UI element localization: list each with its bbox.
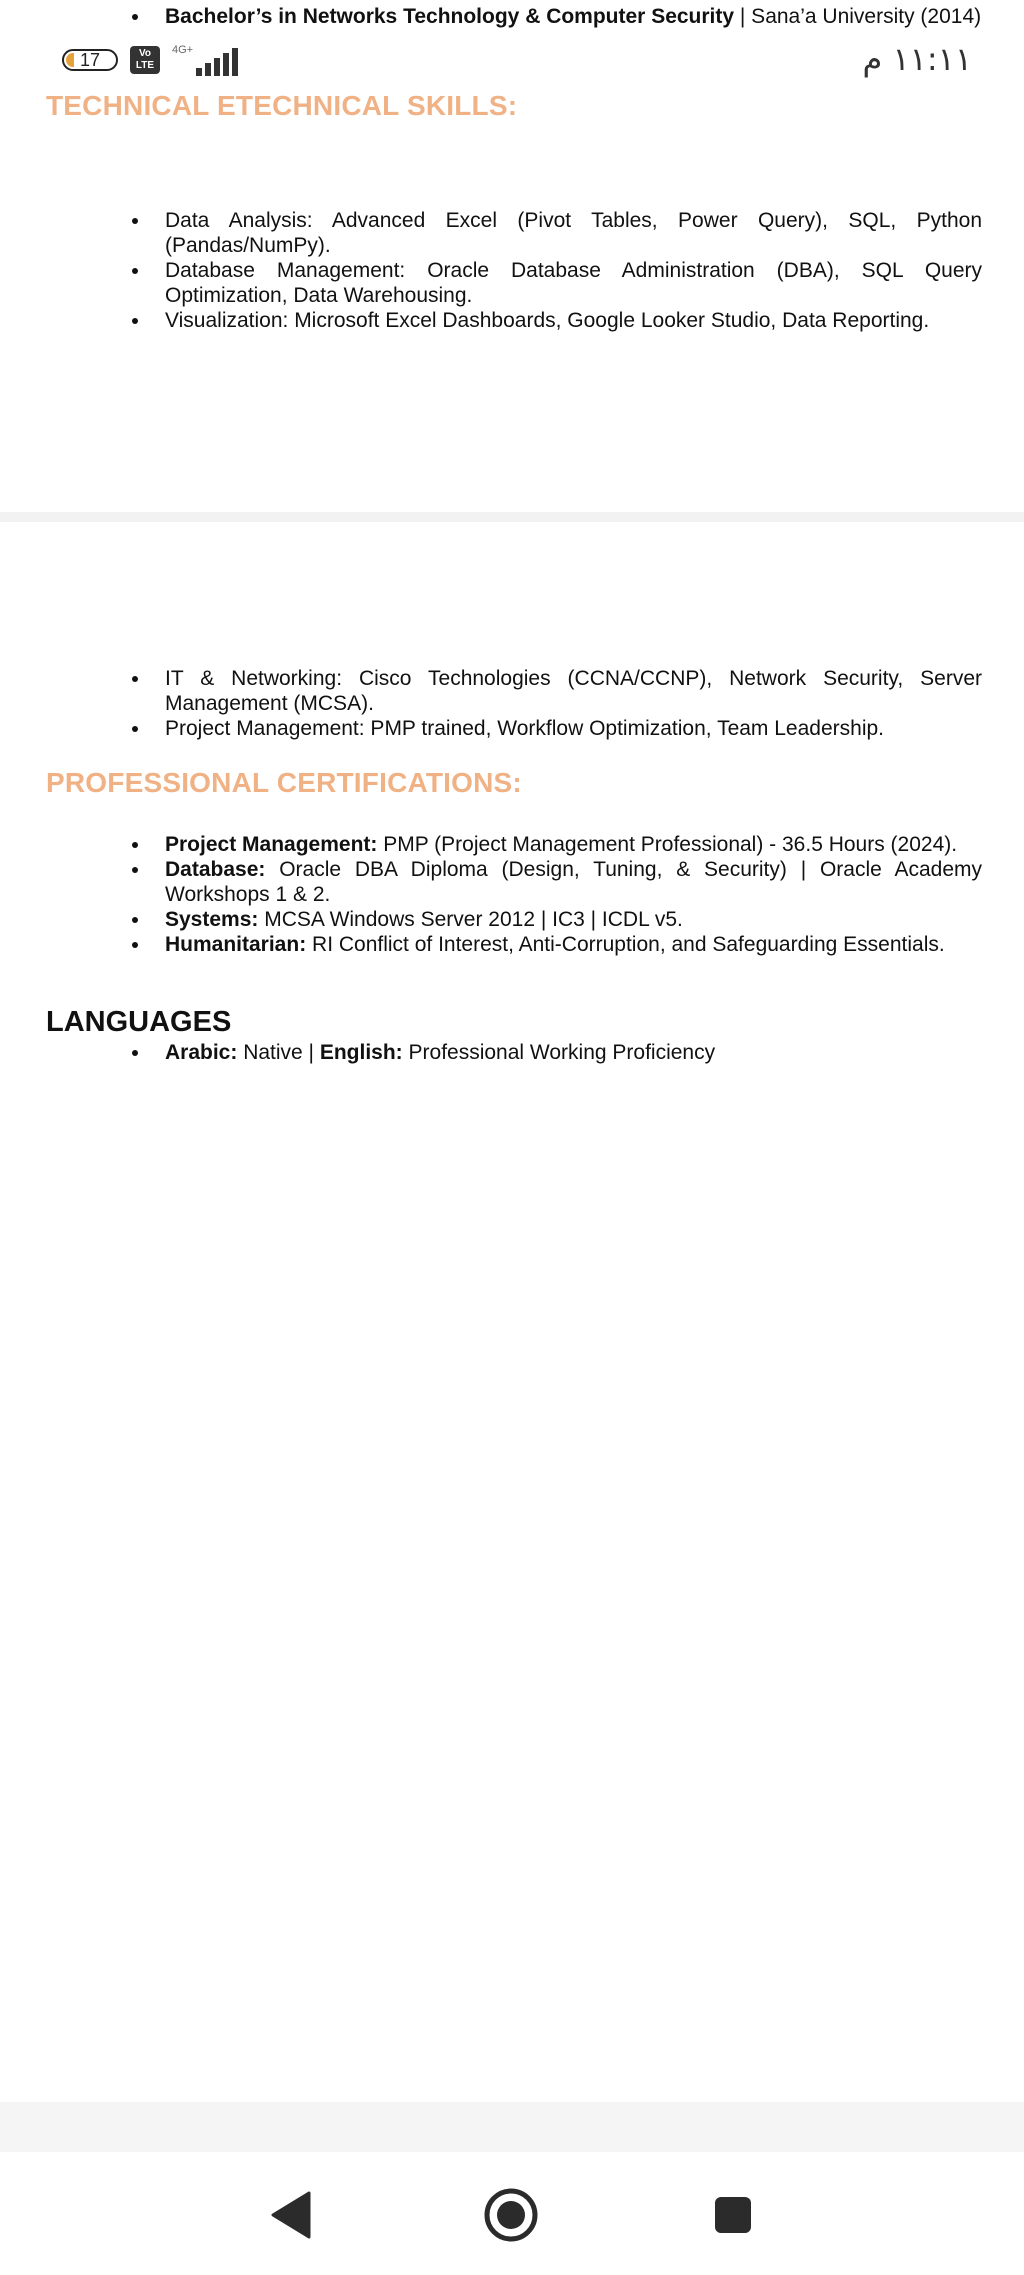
- degree-title: Bachelor’s in Networks Technology & Computer Security: [165, 5, 735, 28]
- document-page-2: [0, 522, 1024, 2102]
- battery-icon: [62, 49, 118, 71]
- certification-text: PMP (Project Management Professional) - 36.5 Hours (2024).: [377, 833, 958, 856]
- navigation-bar-strip: [0, 2102, 1024, 2152]
- skill-item-networking: IT & Networking: Cisco Technologies (CCNA/CCNP), Network Security, Server Management (MCSA).: [165, 667, 982, 715]
- battery-fill: [66, 53, 74, 67]
- recents-button[interactable]: [698, 2180, 768, 2250]
- languages-list: [165, 1040, 982, 1065]
- certifications-list: [165, 832, 982, 957]
- home-button[interactable]: [476, 2180, 546, 2250]
- certification-item: [165, 932, 982, 957]
- education-list: [165, 4, 982, 29]
- english-label: English:: [319, 1041, 403, 1064]
- volte-bottom: LTE: [135, 60, 155, 71]
- technical-skills-heading: TECHNICAL ETECHNICAL SKILLS:: [46, 90, 518, 121]
- signal-icon: [172, 44, 244, 76]
- skill-item-visualization: Visualization: Microsoft Excel Dashboards, Google Looker Studio, Data Reporting.: [165, 308, 982, 333]
- volte-icon: [130, 46, 160, 74]
- certification-item: [165, 857, 982, 907]
- volte-top: Vo: [138, 48, 152, 59]
- recents-square-icon: [713, 2195, 753, 2235]
- skill-item-project-management: Project Management: PMP trained, Workflow Optimization, Team Leadership.: [165, 716, 982, 741]
- back-button[interactable]: [256, 2180, 326, 2250]
- certification-label: Humanitarian:: [165, 933, 307, 956]
- certifications-heading: PROFESSIONAL CERTIFICATIONS:: [46, 767, 522, 798]
- network-type: 4G+: [172, 44, 194, 56]
- certification-label: Database:: [165, 858, 266, 881]
- languages-heading: LANGUAGES: [46, 1006, 232, 1038]
- languages-item: [165, 1040, 982, 1065]
- signal-bars: [196, 48, 238, 76]
- home-circle-icon: [483, 2187, 539, 2243]
- certification-text: MCSA Windows Server 2012 | IC3 | ICDL v5.: [258, 908, 683, 931]
- degree-institution: | Sana’a University (2014): [734, 5, 982, 28]
- english-value: Professional Working Proficiency: [402, 1041, 716, 1064]
- education-item: [165, 4, 982, 29]
- certification-text: Oracle DBA Diploma (Design, Tuning, & Security) | Oracle Academy Workshops 1 & 2.: [165, 858, 982, 906]
- technical-skills-list: [165, 208, 982, 333]
- arabic-label: Arabic:: [165, 1041, 238, 1064]
- battery-level: 17: [79, 49, 101, 70]
- certification-label: Systems:: [165, 908, 259, 931]
- certification-text: RI Conflict of Interest, Anti-Corruption, and Safeguarding Essentials.: [306, 933, 945, 956]
- certification-item: [165, 907, 982, 932]
- status-bar-left: [62, 44, 244, 76]
- status-time: ١١:١١ م: [862, 40, 972, 78]
- back-triangle-icon: [269, 2191, 313, 2239]
- page-separator: [0, 512, 1024, 522]
- skill-item-database: Database Management: Oracle Database Administration (DBA), SQL Query Optimization, Data Warehousing.: [165, 259, 982, 307]
- technical-skills-list-continued: [165, 666, 982, 741]
- certification-item: [165, 832, 982, 857]
- arabic-value: Native |: [237, 1041, 320, 1064]
- skill-item-data-analysis: Data Analysis: Advanced Excel (Pivot Tables, Power Query), SQL, Python (Pandas/NumPy).: [165, 209, 982, 257]
- certification-label: Project Management:: [165, 833, 378, 856]
